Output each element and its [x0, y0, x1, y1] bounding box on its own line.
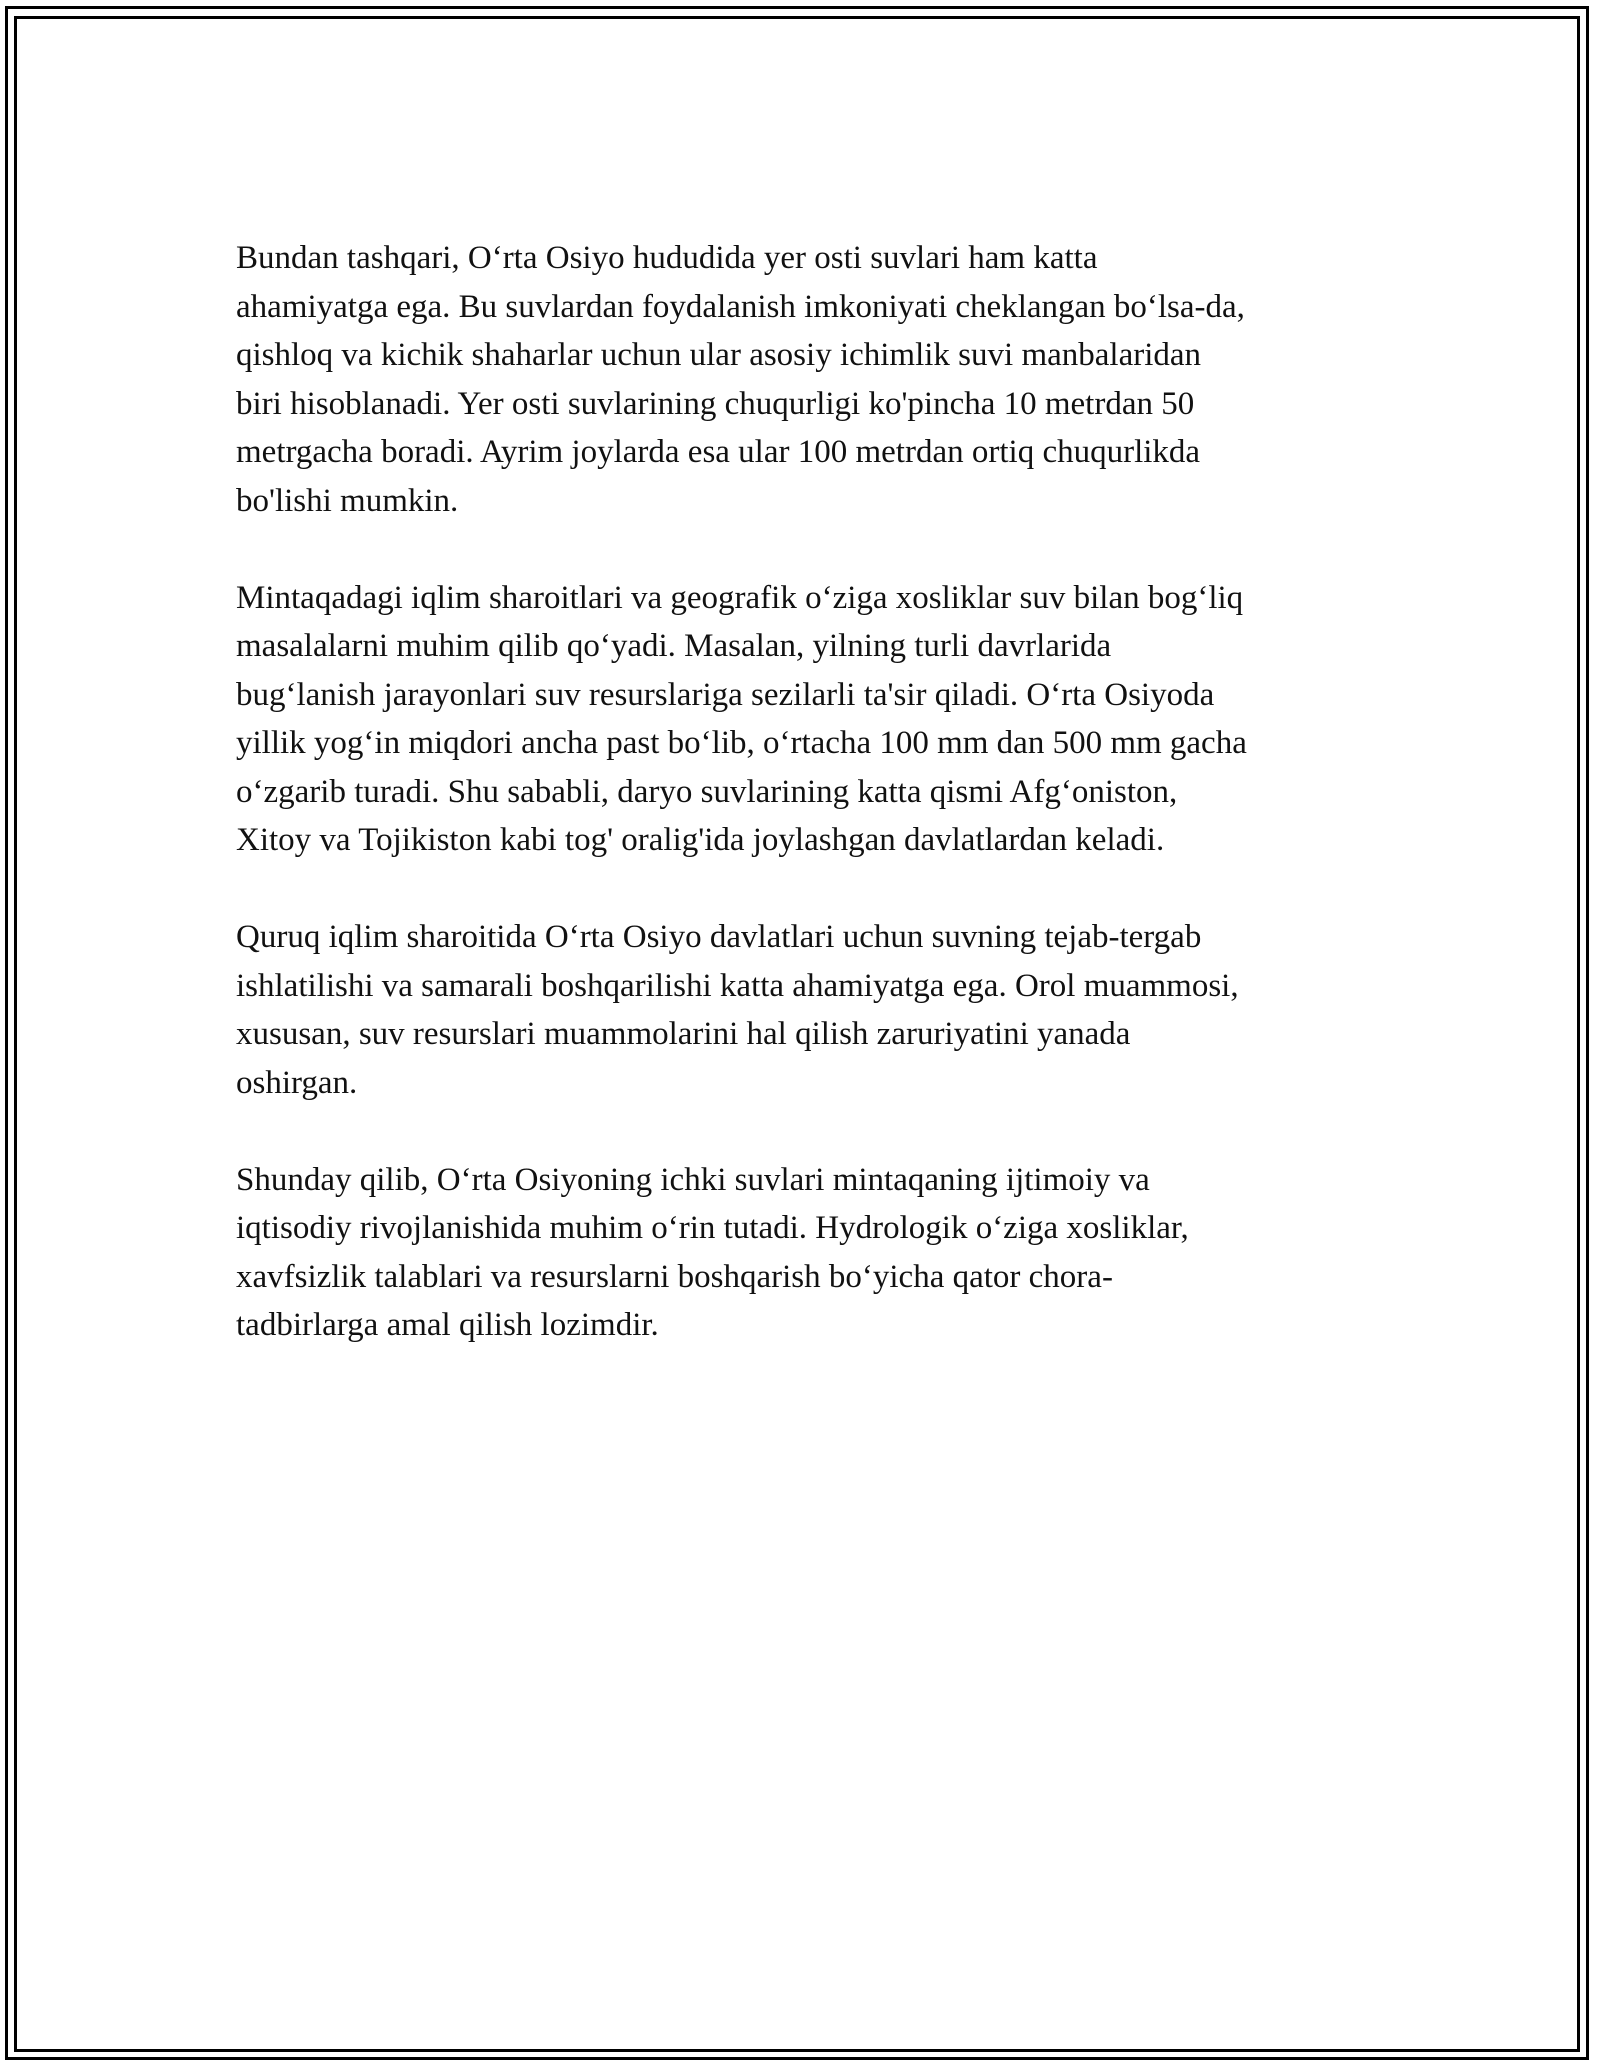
document-body — [236, 234, 1366, 1398]
paragraph-line: oshirgan. — [236, 1064, 358, 1101]
paragraph-line: yillik yog‘in miqdori ancha past bo‘lib, o‘rtacha 100 mm dan 500 mm gacha — [236, 725, 1247, 761]
paragraph-line: Quruq iqlim sharoitida O‘rta Osiyo davlatlari uchun suvning tejab-tergab — [236, 919, 1202, 955]
paragraph-line: qishloq va kichik shaharlar uchun ular asosiy ichimlik suvi manbalaridan — [236, 337, 1202, 373]
paragraph-line: Xitoy va Tojikiston kabi tog' oralig'ida joylashgan davlatlardan keladi. — [236, 822, 1165, 858]
paragraph-line: bo'lishi mumkin. — [236, 482, 459, 519]
paragraph-line: Bundan tashqari, O‘rta Osiyo hududida yer osti suvlari ham katta — [236, 240, 1098, 276]
paragraph-line: biri hisoblanadi. Yer osti suvlarining chuqurligi ko'pincha 10 metrdan 50 — [236, 385, 1195, 422]
paragraph-line: o‘zgarib turadi. Shu sababli, daryo suvlarining katta qismi Afg‘oniston, — [236, 773, 1178, 810]
paragraph-line: xususan, suv resurslari muammolarini hal qilish zaruriyatini yanada — [236, 1016, 1131, 1052]
paragraph-line: Shunday qilib, O‘rta Osiyoning ichki suvlari mintaqaning ijtimoiy va — [236, 1161, 1150, 1198]
paragraph-line: ishlatilishi va samarali boshqarilishi katta ahamiyatga ega. Orol muammosi, — [236, 967, 1239, 1004]
paragraph-line: xavfsizlik talablari va resurslarni boshqarish bo‘yicha qator chora- — [236, 1258, 1113, 1295]
paragraph-1 — [236, 234, 1366, 525]
paragraph-line: metrgacha boradi. Ayrim joylarda esa ular 100 metrdan ortiq chuqurlikda — [236, 434, 1201, 470]
paragraph-line: tadbirlarga amal qilish lozimdir. — [236, 1307, 659, 1343]
paragraph-line: bug‘lanish jarayonlari suv resurslariga sezilarli ta'sir qiladi. O‘rta Osiyoda — [236, 676, 1215, 713]
paragraph-line: ahamiyatga ega. Bu suvlardan foydalanish imkoniyati cheklangan bo‘lsa-da, — [236, 288, 1245, 325]
paragraph-line: masalalarni muhim qilib qo‘yadi. Masalan, yilning turli davrlarida — [236, 628, 1112, 664]
paragraph-4 — [236, 1156, 1366, 1350]
paragraph-line: Mintaqadagi iqlim sharoitlari va geografik o‘ziga xosliklar suv bilan bog‘liq — [236, 579, 1244, 616]
paragraph-3 — [236, 913, 1366, 1107]
paragraph-line: iqtisodiy rivojlanishida muhim o‘rin tutadi. Hydrologik o‘ziga xosliklar, — [236, 1210, 1189, 1246]
paragraph-2 — [236, 574, 1366, 865]
